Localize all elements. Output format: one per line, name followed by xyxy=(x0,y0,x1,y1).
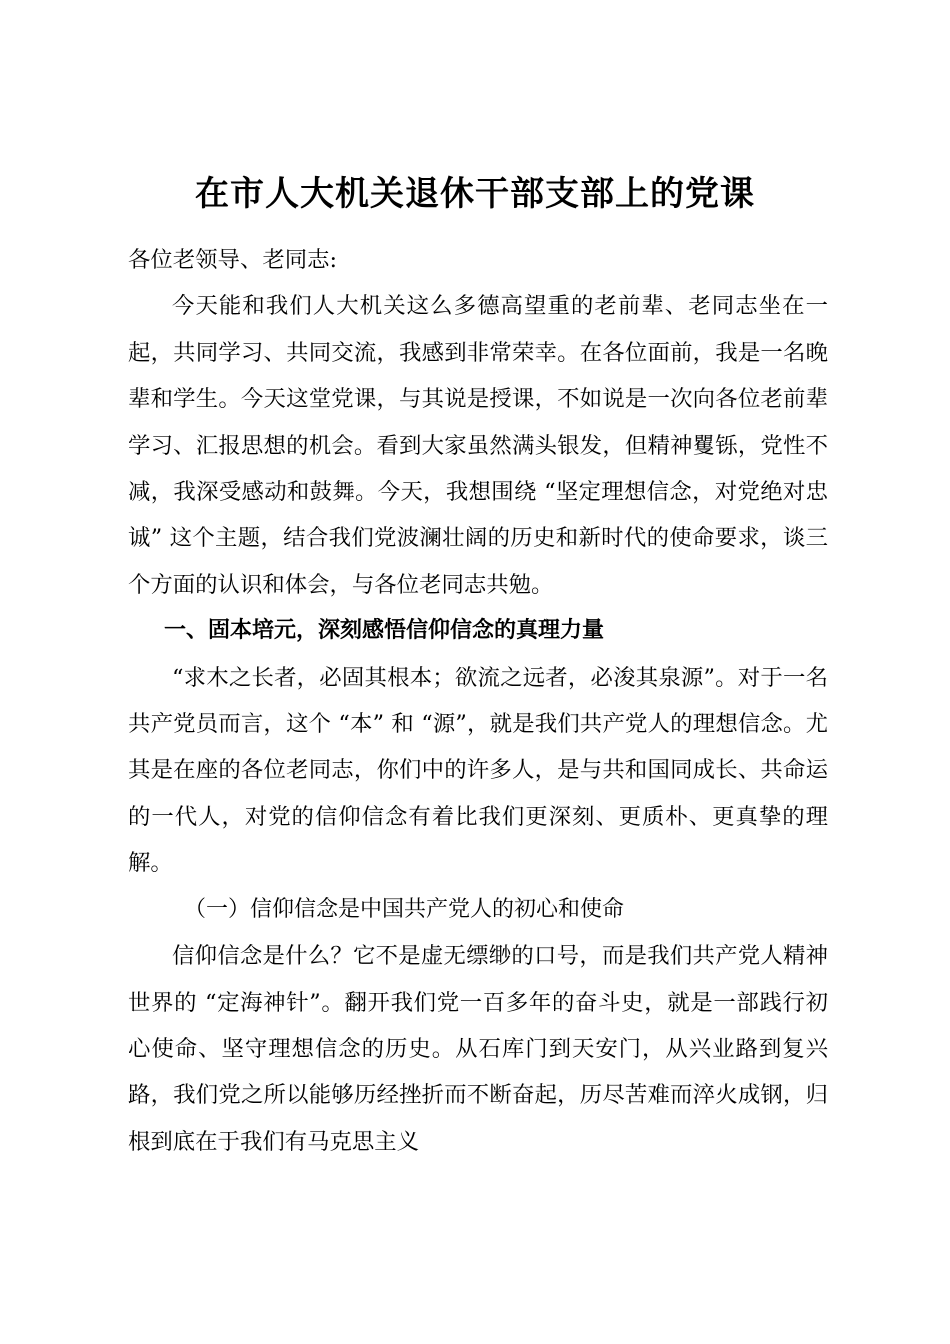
paragraph-subsection-1: 信仰信念是什么？它不是虚无缥缈的口号，而是我们共产党人精神世界的 “定海神针”。翻开我们党一百多年的奋斗史，就是一部践行初心使命、坚守理想信念的历史。从石库门到天安门，从兴业路到复兴路，我们党之所以能够历经挫折而不断奋起，历尽苦难而淬火成钢，归根到底在于我们有马克思主义 xyxy=(128,943,828,1155)
paragraph-section-1: “求木之长者，必固其根本；欲流之远者，必浚其泉源”。对于一名共产党员而言，这个 “本” 和 “源”，就是我们共产党人的理想信念。尤其是在座的各位老同志，你们中的许多人，是与共和国同成长、共命运的一代人，对党的信仰信念有着比我们更深刻、更质朴、更真挚的理解。 xyxy=(128,664,828,877)
section-heading-1: 一、固本培元，深刻感悟信仰信念的真理力量 xyxy=(164,618,605,644)
document-title: 在市人大机关退休干部支部上的党课 xyxy=(195,174,755,214)
subsection-heading-1: （一）信仰信念是中国共产党人的初心和使命 xyxy=(184,896,625,922)
document-body xyxy=(128,237,828,1165)
paragraph-intro: 今天能和我们人大机关这么多德高望重的老前辈、老同志坐在一起，共同学习、共同交流，我感到非常荣幸。在各位面前，我是一名晚辈和学生。今天这堂党课，与其说是授课，不如说是一次向各位老前辈学习、汇报思想的机会。看到大家虽然满头银发，但精神矍铄，党性不减，我深受感动和鼓舞。今天，我想围绕 “坚定理想信念，对党绝对忠诚” 这个主题，结合我们党波澜壮阔的历史和新时代的使命要求，谈三个方面的认识和体会，与各位老同志共勉。 xyxy=(128,293,828,598)
salutation: 各位老领导、老同志: xyxy=(128,247,338,273)
